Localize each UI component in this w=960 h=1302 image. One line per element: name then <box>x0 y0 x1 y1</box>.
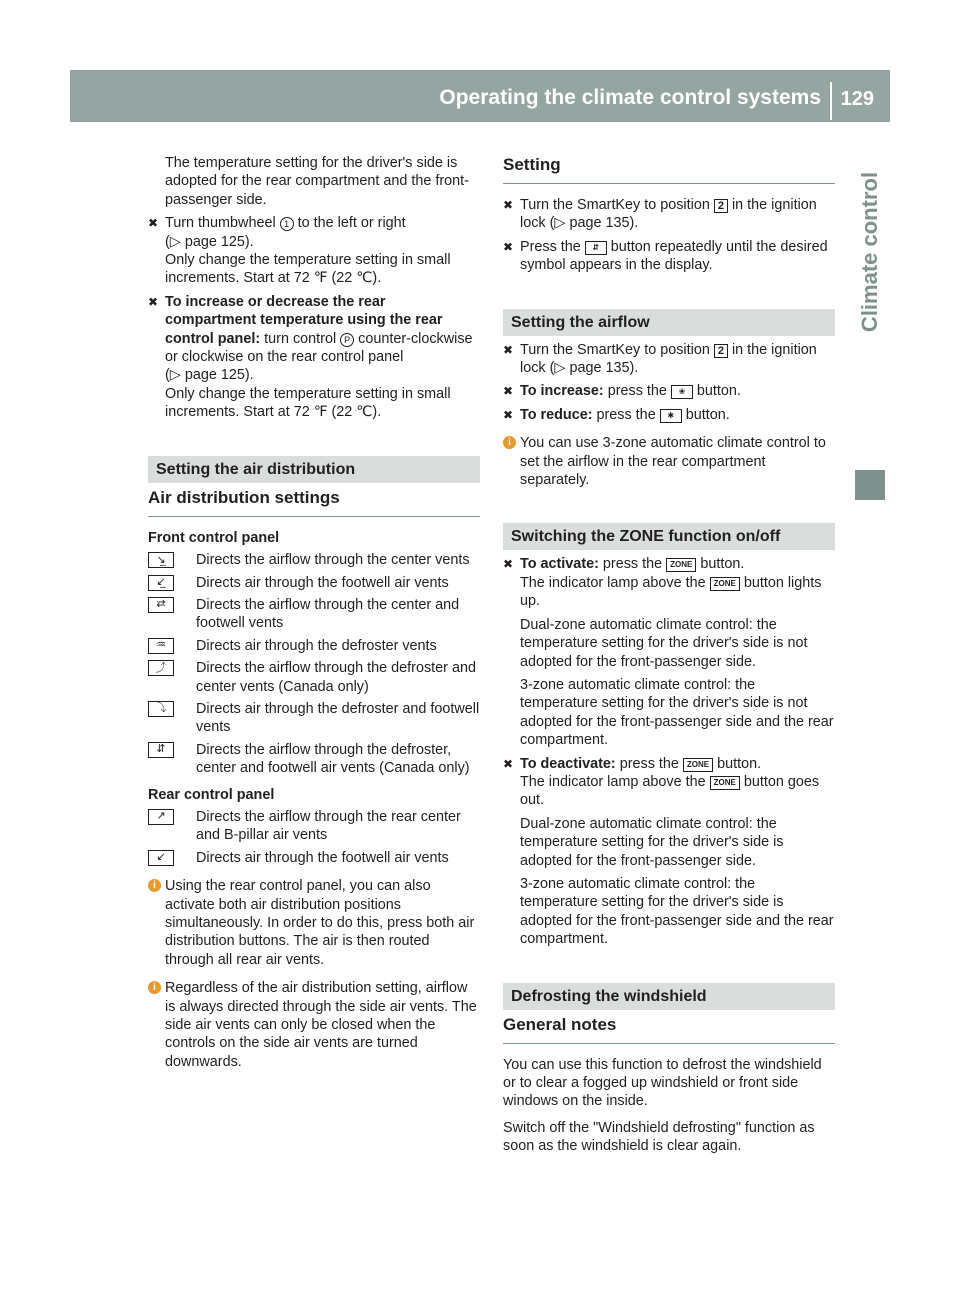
airflow-defroster-icon: ♒ <box>148 638 174 654</box>
symbol-row: ↘̲ Directs the airflow through the center vents <box>148 551 480 569</box>
symbol-row: ↙ Directs air through the footwell air vents <box>148 849 480 867</box>
front-panel-heading: Front control panel <box>148 529 280 546</box>
symbol-row: ⇵ Directs the airflow through the defroster, center and footwell air vents (Canada only) <box>148 741 480 778</box>
step-smartkey: ✖ Turn the SmartKey to position 2 in the ignition lock (▷ page 135). <box>503 341 817 377</box>
section-heading: Defrosting the windshield <box>503 983 835 1010</box>
general-notes-text: Switch off the "Windshield defrosting" function as soon as the windshield is clear again. <box>503 1119 815 1155</box>
subsection-heading: General notes <box>503 1014 835 1044</box>
airflow-footwell-icon: ↙̲ <box>148 575 174 591</box>
air-distribution-button-icon: ⇵ <box>585 241 607 255</box>
section-heading: Setting the air distribution <box>148 456 480 483</box>
info-icon: i <box>148 981 161 994</box>
info-note: i You can use 3-zone automatic climate control to set the airflow in the rear compartment separately. <box>503 434 835 489</box>
symbol-row: ↙̲ Directs air through the footwell air vents <box>148 574 480 592</box>
step-arrow-icon: ✖ <box>503 198 514 212</box>
side-chapter-label: Climate control <box>857 171 883 333</box>
airflow-rear-center-icon: ↗ <box>148 809 174 825</box>
section-heading: Setting the airflow <box>503 309 835 336</box>
airflow-defroster-center-icon: ⤴ <box>148 660 174 676</box>
step-activate-zone: ✖ To activate: press the ZONE button. The indicator lamp above the ZONE button lights up. Dual-zone automatic climate control: the temperature setting for the driver's side is not adopted for the front-passenger side. 3-zone automatic climate control: the temperature setting for the driver's side is not adopted for the front-passenger side and the rear compartment. <box>503 556 834 749</box>
step-arrow-icon: ✖ <box>503 239 514 254</box>
thumbwheel-symbol: 1 <box>280 217 294 231</box>
airflow-defroster-footwell-icon: ⤵ <box>148 701 174 717</box>
step-arrow-icon: ✖ <box>148 294 159 309</box>
step-deactivate-zone: ✖ To deactivate: press the ZONE button. The indicator lamp above the ZONE button goes out. Dual-zone automatic climate control: the temperature setting for the driver's side is adopted for the front-passenger side. 3-zone automatic climate control: the temperature setting for the driver's side is adopted for the front-passenger side and the rear compartment. <box>503 755 834 948</box>
zone-button-icon: ZONE <box>666 558 696 572</box>
step-arrow-icon: ✖ <box>503 557 514 572</box>
subsection-heading: Setting <box>503 154 835 184</box>
step-press-distribution: ✖ Press the ⇵ button repeatedly until the desired symbol appears in the display. <box>503 238 828 274</box>
step-smartkey: ✖ Turn the SmartKey to position 2 in the ignition lock (▷ page 135). <box>503 197 817 232</box>
header-divider <box>830 82 832 120</box>
page-number: 129 <box>840 88 874 110</box>
front-symbol-list <box>148 551 480 777</box>
rear-control-symbol: P <box>340 333 354 347</box>
fan-increase-icon: ❀ <box>671 385 693 399</box>
chapter-marker <box>855 470 885 500</box>
key-position-icon: 2 <box>714 344 728 358</box>
page-ref[interactable]: (▷ page 125). <box>165 233 254 250</box>
zone-button-icon: ZONE <box>683 758 713 772</box>
step-arrow-icon: ✖ <box>503 407 514 422</box>
symbol-row: ⤵ Directs air through the defroster and footwell vents <box>148 700 480 737</box>
step-reduce-airflow: ✖ To reduce: press the ✱ button. <box>503 406 730 423</box>
page-ref[interactable]: (▷ page 125). <box>165 367 254 384</box>
step-increase-airflow: ✖ To increase: press the ❀ button. <box>503 383 741 400</box>
key-position-icon: 2 <box>714 199 728 213</box>
airflow-center-footwell-icon: ⇄ <box>148 597 174 613</box>
step-arrow-icon: ✖ <box>503 384 514 399</box>
symbol-row: ↗ Directs the airflow through the rear center and B-pillar air vents <box>148 808 480 845</box>
subsection-heading: Air distribution settings <box>148 487 480 517</box>
step-thumbwheel: ✖ Turn thumbwheel 1 to the left or right (▷ page 125). Only change the temperature setting in small increments. Start at 72 ℉ (22 ℃). <box>148 214 480 288</box>
zone-button-icon: ZONE <box>710 776 740 790</box>
airflow-rear-footwell-icon: ↙ <box>148 850 174 866</box>
step-arrow-icon: ✖ <box>148 216 159 231</box>
header-bar <box>70 70 890 122</box>
rear-panel-heading: Rear control panel <box>148 786 275 803</box>
info-icon: i <box>148 879 161 892</box>
zone-button-icon: ZONE <box>710 577 740 591</box>
left-column <box>148 154 480 1071</box>
symbol-row: ♒ Directs air through the defroster vents <box>148 637 480 655</box>
page-title: Operating the climate control systems <box>439 86 821 109</box>
step-arrow-icon: ✖ <box>503 756 514 771</box>
symbol-row: ⇄ Directs the airflow through the center and footwell vents <box>148 596 480 633</box>
intro-text: The temperature setting for the driver's side is adopted for the rear compartment and the front-passenger side. <box>165 155 469 208</box>
section-heading: Switching the ZONE function on/off <box>503 523 835 550</box>
step-rear-temperature: ✖ To increase or decrease the rear compartment temperature using the rear control panel: turn control P counter-clockwise or clockwise on the rear control panel (▷ page 125). Only change the temperature setting in small increments. Start at 72 ℉ (22 ℃). <box>148 293 480 422</box>
info-note: i Regardless of the air distribution setting, airflow is always directed through the side air vents. The side air vents can only be closed when the controls on the side air vents are turned downwards. <box>148 979 480 1071</box>
airflow-all-vents-icon: ⇵ <box>148 742 174 758</box>
step-arrow-icon: ✖ <box>503 342 514 357</box>
info-icon: i <box>503 436 516 449</box>
airflow-center-icon: ↘̲ <box>148 552 174 568</box>
right-column <box>503 154 835 1156</box>
symbol-row: ⤴ Directs the airflow through the defroster and center vents (Canada only) <box>148 659 480 696</box>
info-note: i Using the rear control panel, you can also activate both air distribution positions simultaneously. In order to do this, press both air distribution buttons. The air is then routed through all rear air vents. <box>148 877 480 969</box>
fan-decrease-icon: ✱ <box>660 409 682 423</box>
general-notes-text: You can use this function to defrost the windshield or to clear a fogged up windshield or front side windows on the inside. <box>503 1056 822 1110</box>
